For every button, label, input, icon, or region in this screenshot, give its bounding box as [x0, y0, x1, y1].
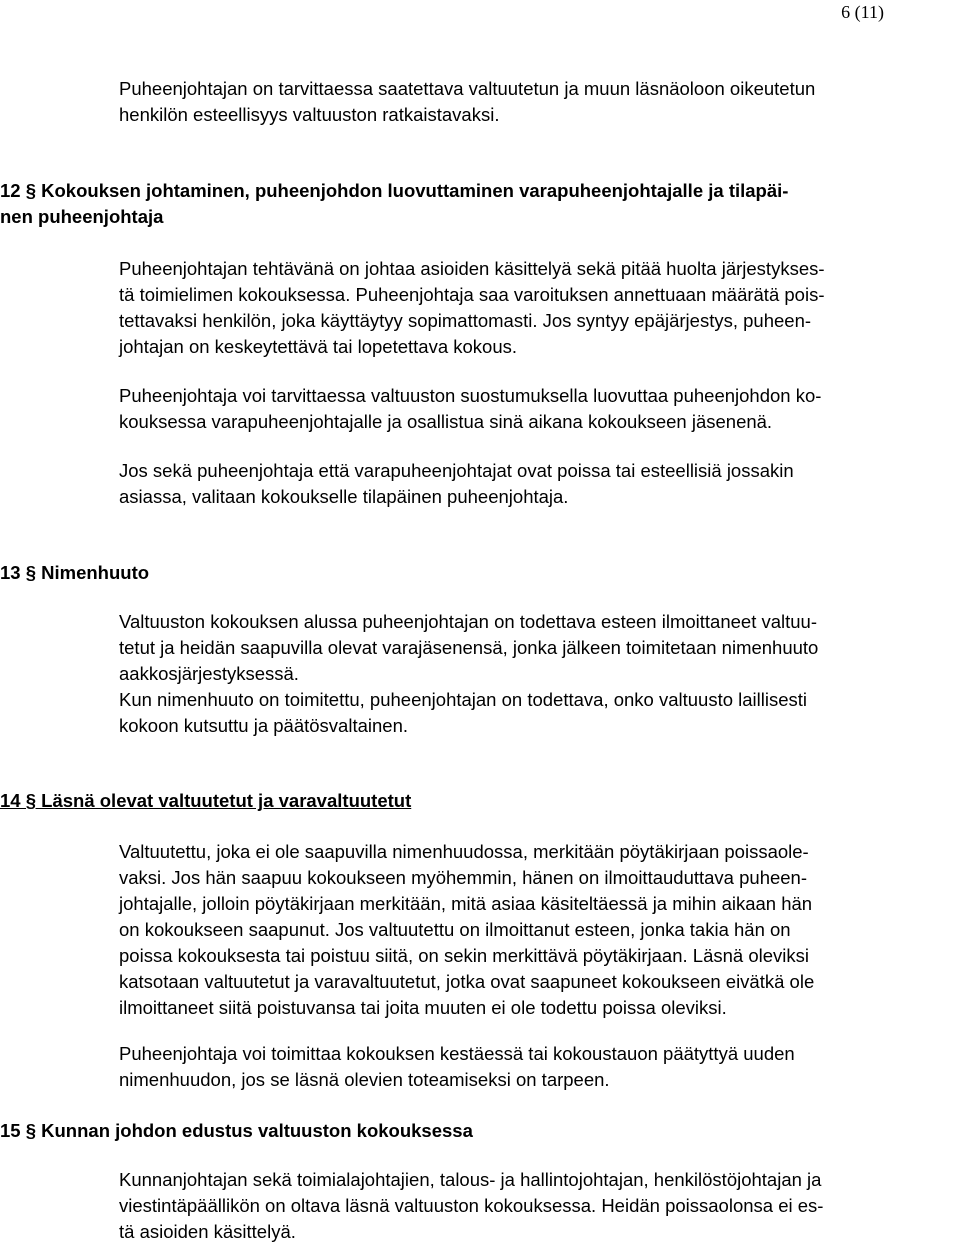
paragraph-line: Puheenjohtajan on tarvittaessa saatettava valtuutetun ja muun läsnäoloon oikeutetun	[119, 78, 816, 99]
paragraph-line: Valtuutettu, joka ei ole saapuvilla nimenhuudossa, merkitään pöytäkirjaan poissaole-	[119, 841, 809, 862]
paragraph-line: asiassa, valitaan kokoukselle tilapäinen puheenjohtaja.	[119, 486, 569, 507]
heading-line: 13 § Nimenhuuto	[0, 562, 150, 583]
paragraph-line: poissa kokouksesta tai poistuu siitä, on sekin merkittävä pöytäkirjaan. Läsnä oleviksi	[119, 945, 809, 966]
paragraph-line: katsotaan valtuutetut ja varavaltuutetut, jotka ovat saapuneet kokoukseen eivätkä ole	[119, 971, 815, 992]
paragraph-line: on kokoukseen saapunut. Jos valtuutettu on ilmoittanut esteen, jonka takia hän on	[119, 919, 791, 940]
heading-line: 12 § Kokouksen johtaminen, puheenjohdon luovuttaminen varapuheenjohtajalle ja tilapäi-	[0, 180, 789, 201]
paragraph-line: nimenhuudon, jos se läsnä olevien toteamiseksi on tarpeen.	[119, 1069, 610, 1090]
section-15-heading	[0, 1118, 950, 1144]
paragraph-line: tettavaksi henkilön, joka käyttäytyy sopimattomasti. Jos syntyy epäjärjestys, puheen-	[119, 310, 812, 331]
section-14-paragraph-1	[119, 839, 951, 1021]
section-13-paragraph-1	[119, 609, 951, 739]
paragraph-line: viestintäpäällikön on oltava läsnä valtuuston kokouksessa. Heidän poissaolonsa ei es-	[119, 1195, 824, 1216]
paragraph-line: kouksessa varapuheenjohtajalle ja osallistua sinä aikana kokoukseen jäsenenä.	[119, 411, 773, 432]
paragraph-line: Kunnanjohtajan sekä toimialajohtajien, talous- ja hallintojohtajan, henkilöstöjohtajan ja	[119, 1169, 822, 1190]
section-12-paragraph-3	[119, 458, 951, 510]
paragraph-line: henkilön esteellisyys valtuuston ratkaistavaksi.	[119, 104, 500, 125]
paragraph-line: Puheenjohtaja voi tarvittaessa valtuuston suostumuksella luovuttaa puheenjohdon ko-	[119, 385, 822, 406]
intro-paragraph	[119, 76, 951, 128]
section-12-heading	[0, 178, 950, 230]
paragraph-line: ilmoittaneet siitä poistuvansa tai joita muuten ei ole todettu poissa oleviksi.	[119, 997, 727, 1018]
paragraph-line: Puheenjohtaja voi toimittaa kokouksen kestäessä tai kokoustauon päätyttyä uuden	[119, 1043, 795, 1064]
heading-line: 14 § Läsnä olevat valtuutetut ja varavaltuutetut	[0, 790, 412, 811]
paragraph-line: Valtuuston kokouksen alussa puheenjohtajan on todettava esteen ilmoittaneet valtuu-	[119, 611, 817, 632]
heading-line: 15 § Kunnan johdon edustus valtuuston kokouksessa	[0, 1120, 473, 1141]
heading-line: nen puheenjohtaja	[0, 206, 164, 227]
page-number: 6 (11)	[841, 2, 884, 22]
paragraph-line: tä asioiden käsittelyä.	[119, 1221, 296, 1242]
section-12-paragraph-2	[119, 383, 951, 435]
paragraph-line: Jos sekä puheenjohtaja että varapuheenjohtajat ovat poissa tai esteellisiä jossakin	[119, 460, 794, 481]
paragraph-line: vaksi. Jos hän saapuu kokoukseen myöhemmin, hänen on ilmoittauduttava puheen-	[119, 867, 808, 888]
section-13-heading	[0, 560, 950, 586]
section-15-paragraph-1	[119, 1167, 951, 1245]
section-12-paragraph-1	[119, 256, 951, 360]
paragraph-line: Kun nimenhuuto on toimitettu, puheenjohtajan on todettava, onko valtuusto laillisesti	[119, 689, 808, 710]
paragraph-line: tä toimielimen kokouksessa. Puheenjohtaja saa varoituksen annettuaan määrätä pois-	[119, 284, 825, 305]
paragraph-line: tetut ja heidän saapuvilla olevat varajäsenensä, jonka jälkeen toimitetaan nimenhuuto	[119, 637, 819, 658]
section-14-heading	[0, 788, 950, 814]
paragraph-line: aakkosjärjestyksessä.	[119, 663, 299, 684]
section-14-paragraph-2	[119, 1041, 951, 1093]
paragraph-line: kokoon kutsuttu ja päätösvaltainen.	[119, 715, 408, 736]
paragraph-line: johtajalle, jolloin pöytäkirjaan merkitään, mitä asiaa käsiteltäessä ja mihin aikaan hän	[119, 893, 813, 914]
paragraph-line: Puheenjohtajan tehtävänä on johtaa asioiden käsittelyä sekä pitää huolta järjestykses-	[119, 258, 825, 279]
paragraph-line: johtajan on keskeytettävä tai lopetettava kokous.	[119, 336, 518, 357]
